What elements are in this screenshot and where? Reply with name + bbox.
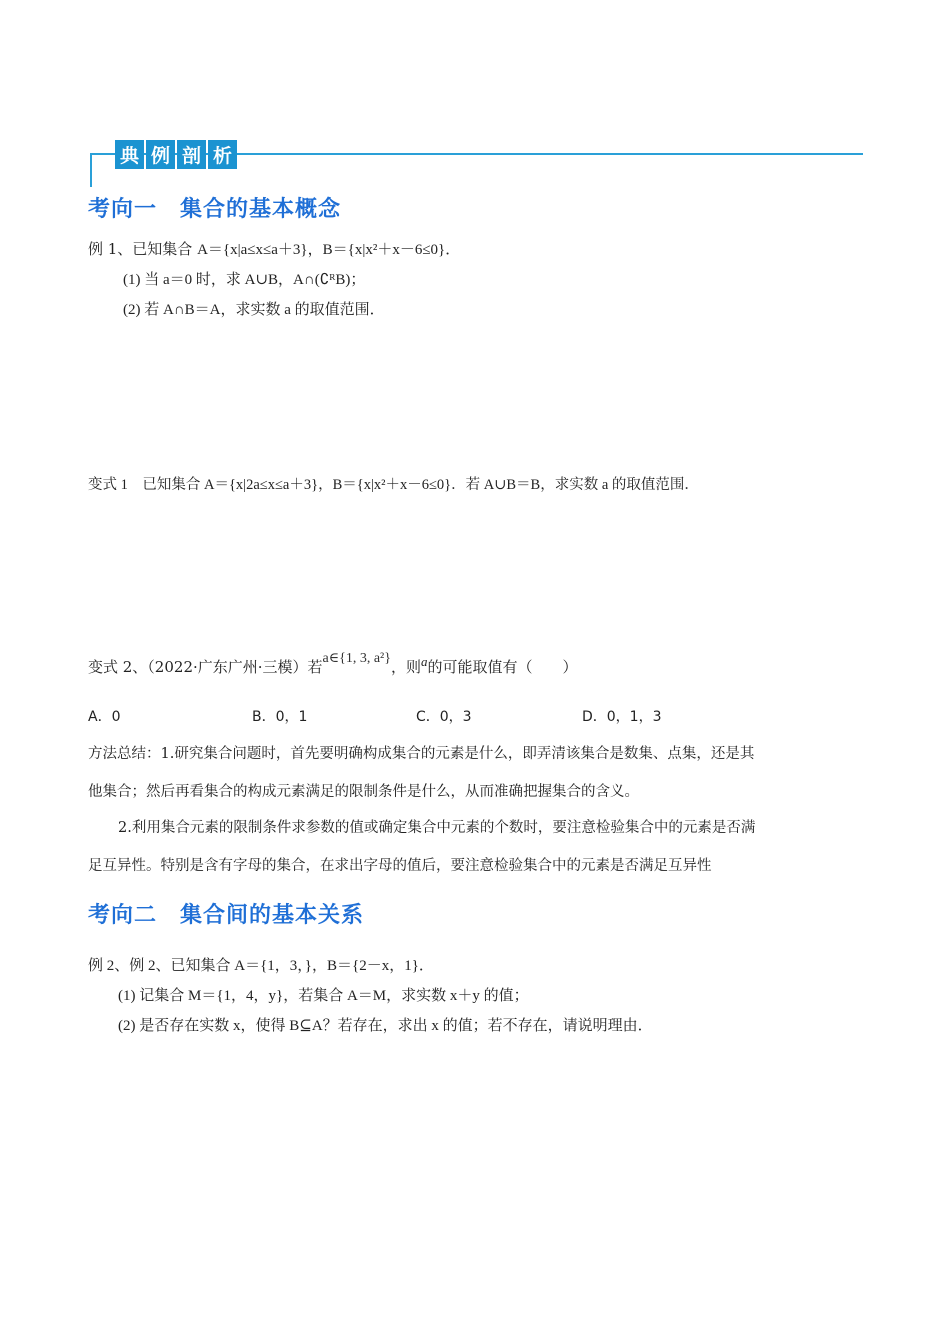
banner-tile: 剖 [177, 140, 206, 169]
example1-question-1: (1) 当 a＝0 时，求 A∪B，A∩(∁ᴿB)； [123, 272, 366, 288]
example1-sets: A＝{x|a≤x≤a＋3}，B＝{x|x²＋x－6≤0}． [197, 242, 461, 258]
section-title-1: 考向一 集合的基本概念 [88, 197, 342, 222]
example2-statement: 例 2、例 2、已知集合 A＝{1，3，}，B＝{2－x，1}． [88, 958, 434, 974]
variant2-var: a [420, 654, 428, 669]
summary-line-2: 他集合；然后再看集合的构成元素满足的限制条件是什么，从而准确把握集合的含义。 [88, 784, 639, 800]
option-a: A．0 [88, 709, 121, 725]
banner-tiles [115, 140, 237, 169]
summary-line-3: 2.利用集合元素的限制条件求参数的值或确定集合中元素的个数时，要注意检验集合中的元素是否满 [118, 820, 756, 836]
option-c: C．0，3 [416, 709, 472, 725]
option-d: D．0，1，3 [582, 709, 662, 725]
section-title-2: 考向二 集合间的基本关系 [88, 903, 365, 928]
variant2-statement [88, 651, 578, 677]
variant2-suffix: ，则 [390, 658, 421, 676]
option-b: B．0，1 [252, 709, 308, 725]
summary-line-1: 方法总结：1.研究集合问题时，首先要明确构成集合的元素是什么，即弄清该集合是数集、点集，还是其 [88, 746, 755, 762]
example2-question-2: (2) 是否存在实数 x，使得 B⊆A？若存在，求出 x 的值；若不存在，请说明理由． [118, 1018, 653, 1034]
variant2-math: a∈{1, 3, a²} [322, 651, 391, 666]
banner-left-rule [90, 153, 92, 187]
example2-question-1: (1) 记集合 M＝{1，4，y}，若集合 A＝M，求实数 x＋y 的值； [118, 988, 529, 1004]
banner-tile: 典 [115, 140, 144, 169]
example1-prefix: 例 1、已知集合 [88, 240, 198, 258]
summary-line-4: 足互异性。特别是含有字母的集合，在求出字母的值后，要注意检验集合中的元素是否满足互异性 [88, 858, 712, 874]
banner-tile: 例 [146, 140, 175, 169]
example1-question-2: (2) 若 A∩B＝A，求实数 a 的取值范围． [123, 302, 385, 318]
variant2-end: 的可能取值有（ ） [427, 658, 578, 676]
variant2-prefix: 变式 2、（2022·广东广州·三模）若 [88, 658, 323, 676]
variant1-statement: 变式 1 已知集合 A＝{x|2a≤x≤a＋3}，B＝{x|x²＋x－6≤0}．若 A∪B＝B，求实数 a 的取值范围． [88, 477, 699, 493]
banner-tile: 析 [208, 140, 237, 169]
example1-statement [88, 238, 460, 259]
